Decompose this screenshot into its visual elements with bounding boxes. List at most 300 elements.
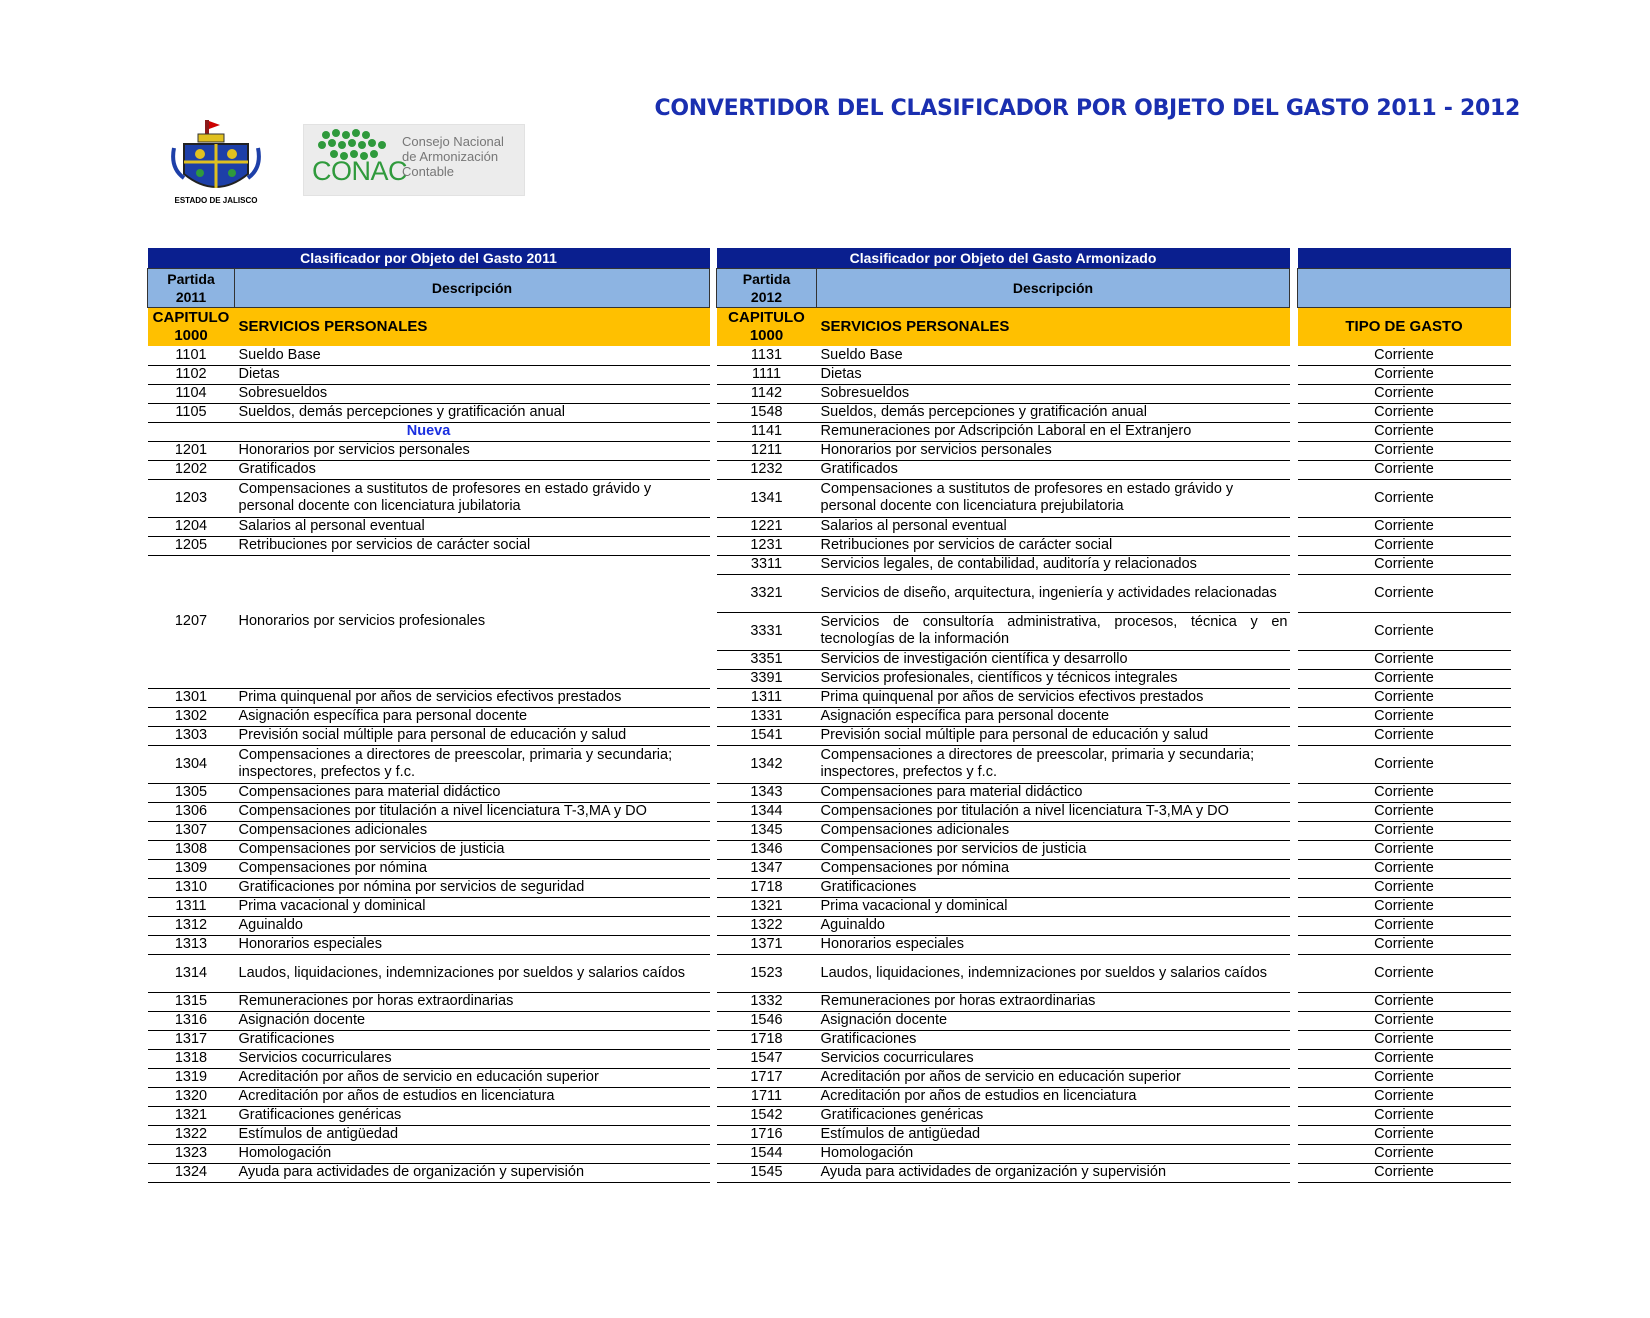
description: Honorarios especiales — [817, 935, 1290, 954]
table-row — [717, 460, 1290, 479]
tipo-value: Corriente — [1298, 1011, 1511, 1030]
tipo-value: Corriente — [1298, 346, 1511, 365]
table-row — [717, 783, 1290, 802]
partida-code: 1319 — [148, 1068, 235, 1087]
table-row — [1298, 669, 1511, 688]
description: Asignación docente — [235, 1011, 710, 1030]
description: Compensaciones a sustitutos de profesores en estado grávido y personal docente con licenciatura prejubilatoria — [817, 479, 1290, 517]
table-row — [148, 365, 710, 384]
partida-code: 1312 — [148, 916, 235, 935]
table-row — [1298, 840, 1511, 859]
tipo-value: Corriente — [1298, 536, 1511, 555]
description: Compensaciones por nómina — [235, 859, 710, 878]
description: Laudos, liquidaciones, indemnizaciones por sueldos y salarios caídos — [235, 954, 710, 992]
tipo-value: Corriente — [1298, 517, 1511, 536]
jalisco-coat-of-arms-logo — [170, 118, 262, 206]
conac-brand: CONAC — [312, 156, 408, 186]
partida-code: 1307 — [148, 821, 235, 840]
tipo-value: Corriente — [1298, 935, 1511, 954]
description: Estímulos de antigüedad — [817, 1125, 1290, 1144]
description: Servicios de consultoría administrativa, procesos, técnica y en tecnologías de la información — [817, 612, 1290, 650]
col-descripcion-2011: Descripción — [235, 269, 710, 308]
partida-code: 1315 — [148, 992, 235, 1011]
partida-code: 1232 — [717, 460, 817, 479]
table-row — [1298, 707, 1511, 726]
table-row — [1298, 821, 1511, 840]
partida-code: 1314 — [148, 954, 235, 992]
description: Previsión social múltiple para personal de educación y salud — [817, 726, 1290, 745]
table-row — [1298, 346, 1511, 365]
table-row — [717, 403, 1290, 422]
table-row — [1298, 1087, 1511, 1106]
description: Sueldo Base — [235, 346, 710, 365]
description: Gratificaciones — [235, 1030, 710, 1049]
table-row — [148, 422, 710, 441]
description: Sobresueldos — [817, 384, 1290, 403]
table-row — [717, 574, 1290, 612]
partida-code: 1309 — [148, 859, 235, 878]
description: Dietas — [817, 365, 1290, 384]
tipo-value: Corriente — [1298, 365, 1511, 384]
partida-code: 1105 — [148, 403, 235, 422]
description: Prima vacacional y dominical — [817, 897, 1290, 916]
description: Gratificaciones — [817, 878, 1290, 897]
tipo-value: Corriente — [1298, 726, 1511, 745]
description: Compensaciones para material didáctico — [817, 783, 1290, 802]
table-row — [1298, 1163, 1511, 1182]
table-row — [1298, 1106, 1511, 1125]
tipo-blue-header — [1298, 269, 1511, 308]
tipo-value: Corriente — [1298, 612, 1511, 650]
table-row — [148, 1106, 710, 1125]
table-row — [1298, 517, 1511, 536]
table-row — [717, 745, 1290, 783]
table-row — [1298, 555, 1511, 574]
table-row — [717, 1087, 1290, 1106]
tipo-value: Corriente — [1298, 1087, 1511, 1106]
table-row — [148, 384, 710, 403]
partida-code: 1322 — [148, 1125, 235, 1144]
description: Compensaciones para material didáctico — [235, 783, 710, 802]
table-row — [717, 821, 1290, 840]
partida-code: 1302 — [148, 707, 235, 726]
table-row — [717, 555, 1290, 574]
table-row — [717, 1125, 1290, 1144]
jalisco-caption: ESTADO DE JALISCO — [174, 196, 258, 205]
description: Gratificaciones — [817, 1030, 1290, 1049]
table-row — [717, 840, 1290, 859]
table-row — [717, 1030, 1290, 1049]
description: Servicios de diseño, arquitectura, ingeniería y actividades relacionadas — [817, 574, 1290, 612]
partida-code: 1304 — [148, 745, 235, 783]
tipo-value: Corriente — [1298, 707, 1511, 726]
table-row — [717, 707, 1290, 726]
chapter-desc-2011: SERVICIOS PERSONALES — [235, 308, 710, 347]
conac-line-3: Contable — [402, 164, 455, 179]
table-row — [148, 517, 710, 536]
table-row — [148, 745, 710, 783]
description: Gratificados — [817, 460, 1290, 479]
table-row — [717, 517, 1290, 536]
table-row — [1298, 441, 1511, 460]
table-row — [1298, 1144, 1511, 1163]
table-row — [148, 1087, 710, 1106]
description: Honorarios por servicios personales — [235, 441, 710, 460]
table-row — [148, 1144, 710, 1163]
table-row — [1298, 365, 1511, 384]
partida-code: 1718 — [717, 1030, 817, 1049]
partida-code: 1331 — [717, 707, 817, 726]
description: Compensaciones por titulación a nivel licenciatura T-3,MA y DO — [235, 802, 710, 821]
tipo-value: Corriente — [1298, 555, 1511, 574]
description: Compensaciones por servicios de justicia — [817, 840, 1290, 859]
col-partida-2012: Partida 2012 — [717, 269, 817, 308]
partida-code: 1371 — [717, 935, 817, 954]
description: Servicios legales, de contabilidad, auditoría y relacionados — [817, 555, 1290, 574]
description: Salarios al personal eventual — [235, 517, 710, 536]
table-row — [148, 859, 710, 878]
table-row — [148, 441, 710, 460]
partida-code: 1322 — [717, 916, 817, 935]
table-row — [1298, 897, 1511, 916]
tipo-navy-header — [1298, 248, 1511, 269]
description: Acreditación por años de servicio en educación superior — [235, 1068, 710, 1087]
table-row — [1298, 954, 1511, 992]
table-row — [148, 555, 710, 688]
description: Acreditación por años de estudios en licenciatura — [235, 1087, 710, 1106]
partida-code: 1343 — [717, 783, 817, 802]
partida-code: 1221 — [717, 517, 817, 536]
tipo-value: Corriente — [1298, 650, 1511, 669]
tipo-value: Corriente — [1298, 821, 1511, 840]
description: Previsión social múltiple para personal de educación y salud — [235, 726, 710, 745]
description: Gratificaciones genéricas — [235, 1106, 710, 1125]
partida-code: 1716 — [717, 1125, 817, 1144]
table-row — [1298, 536, 1511, 555]
partida-code: 1203 — [148, 479, 235, 517]
description: Asignación específica para personal docente — [817, 707, 1290, 726]
table-row — [1298, 935, 1511, 954]
table-row — [148, 460, 710, 479]
table-row — [717, 726, 1290, 745]
table-row — [1298, 1030, 1511, 1049]
table-row — [1298, 802, 1511, 821]
table-row — [717, 612, 1290, 650]
description: Homologación — [235, 1144, 710, 1163]
table-tipo-de-gasto — [1297, 248, 1511, 1183]
table-row — [1298, 422, 1511, 441]
partida-code: 1211 — [717, 441, 817, 460]
table-row — [148, 346, 710, 365]
partida-code: 1131 — [717, 346, 817, 365]
description: Acreditación por años de estudios en licenciatura — [817, 1087, 1290, 1106]
tipo-value: Corriente — [1298, 783, 1511, 802]
partida-code: 1308 — [148, 840, 235, 859]
table-row — [717, 992, 1290, 1011]
tipo-value: Corriente — [1298, 574, 1511, 612]
table-row — [717, 536, 1290, 555]
description: Servicios de investigación científica y desarrollo — [817, 650, 1290, 669]
table-row — [717, 954, 1290, 992]
table-row — [148, 992, 710, 1011]
table-row — [717, 878, 1290, 897]
partida-code: 1320 — [148, 1087, 235, 1106]
chapter-desc-2012: SERVICIOS PERSONALES — [817, 308, 1290, 347]
partida-code: 1201 — [148, 441, 235, 460]
partida-code: 3331 — [717, 612, 817, 650]
table-row — [148, 726, 710, 745]
tipo-value: Corriente — [1298, 897, 1511, 916]
conac-line-2: de Armonización — [402, 149, 499, 164]
partida-code: 1205 — [148, 536, 235, 555]
table-row — [148, 1125, 710, 1144]
table-row — [717, 650, 1290, 669]
partida-code: 1142 — [717, 384, 817, 403]
partida-code: 3311 — [717, 555, 817, 574]
table-row — [1298, 1125, 1511, 1144]
table-row — [1298, 460, 1511, 479]
description: Compensaciones a sustitutos de profesores en estado grávido y personal docente con licenciatura jubilatoria — [235, 479, 710, 517]
table-row — [148, 783, 710, 802]
description: Prima quinquenal por años de servicios efectivos prestados — [235, 688, 710, 707]
partida-code: 1345 — [717, 821, 817, 840]
table-row — [717, 1068, 1290, 1087]
description: Prima quinquenal por años de servicios efectivos prestados — [817, 688, 1290, 707]
partida-code: 1332 — [717, 992, 817, 1011]
partida-code: 1544 — [717, 1144, 817, 1163]
table-row — [717, 365, 1290, 384]
partida-code: 1545 — [717, 1163, 817, 1182]
partida-code: 1316 — [148, 1011, 235, 1030]
tipo-value: Corriente — [1298, 878, 1511, 897]
chapter-code-2012: CAPITULO 1000 — [717, 308, 817, 347]
partida-code: 1717 — [717, 1068, 817, 1087]
partida-code: 1311 — [148, 897, 235, 916]
table-row — [148, 935, 710, 954]
partida-code: 1310 — [148, 878, 235, 897]
nueva-label: Nueva — [148, 422, 710, 441]
partida-code: 1311 — [717, 688, 817, 707]
tipo-value: Corriente — [1298, 859, 1511, 878]
partida-code: 1207 — [148, 555, 235, 688]
table-row — [1298, 878, 1511, 897]
table-row — [148, 1049, 710, 1068]
tipo-value: Corriente — [1298, 479, 1511, 517]
tipo-value: Corriente — [1298, 441, 1511, 460]
description: Compensaciones adicionales — [235, 821, 710, 840]
partida-code: 1542 — [717, 1106, 817, 1125]
tipo-value: Corriente — [1298, 954, 1511, 992]
partida-code: 1548 — [717, 403, 817, 422]
table-clasificador-2011 — [147, 248, 710, 1183]
partida-code: 1523 — [717, 954, 817, 992]
partida-code: 1301 — [148, 688, 235, 707]
table-clasificador-armonizado — [716, 248, 1290, 1183]
partida-code: 1306 — [148, 802, 235, 821]
table-row — [1298, 403, 1511, 422]
partida-code: 1547 — [717, 1049, 817, 1068]
partida-code: 1231 — [717, 536, 817, 555]
table-row — [717, 1049, 1290, 1068]
partida-code: 1101 — [148, 346, 235, 365]
partida-code: 1718 — [717, 878, 817, 897]
table-row — [717, 669, 1290, 688]
table-row — [148, 916, 710, 935]
partida-code: 1324 — [148, 1163, 235, 1182]
tipo-value: Corriente — [1298, 745, 1511, 783]
partida-code: 1202 — [148, 460, 235, 479]
group-header-armonizado: Clasificador por Objeto del Gasto Armonizado — [717, 248, 1290, 269]
tipo-de-gasto-header: TIPO DE GASTO — [1298, 308, 1511, 347]
table-row — [148, 954, 710, 992]
table-row — [148, 1011, 710, 1030]
table-row — [148, 707, 710, 726]
table-row — [148, 878, 710, 897]
partida-code: 1341 — [717, 479, 817, 517]
tipo-value: Corriente — [1298, 1125, 1511, 1144]
table-row — [717, 897, 1290, 916]
partida-code: 1344 — [717, 802, 817, 821]
table-row — [1298, 859, 1511, 878]
description: Aguinaldo — [235, 916, 710, 935]
description: Sobresueldos — [235, 384, 710, 403]
description: Compensaciones a directores de preescolar, primaria y secundaria; inspectores, prefectos y f.c. — [817, 745, 1290, 783]
chapter-code-2011: CAPITULO 1000 — [148, 308, 235, 347]
table-row — [717, 935, 1290, 954]
table-row — [1298, 688, 1511, 707]
description: Acreditación por años de servicio en educación superior — [817, 1068, 1290, 1087]
table-row — [717, 802, 1290, 821]
col-partida-2011: Partida 2011 — [148, 269, 235, 308]
table-row — [1298, 916, 1511, 935]
description: Gratificaciones genéricas — [817, 1106, 1290, 1125]
partida-code: 1546 — [717, 1011, 817, 1030]
table-row — [717, 688, 1290, 707]
description: Sueldos, demás percepciones y gratificación anual — [235, 403, 710, 422]
partida-code: 1313 — [148, 935, 235, 954]
conac-logo — [303, 124, 525, 196]
description: Servicios cocurriculares — [235, 1049, 710, 1068]
tipo-value: Corriente — [1298, 840, 1511, 859]
tipo-value: Corriente — [1298, 1106, 1511, 1125]
partida-code: 3391 — [717, 669, 817, 688]
description: Asignación docente — [817, 1011, 1290, 1030]
tipo-value: Corriente — [1298, 460, 1511, 479]
description: Homologación — [817, 1144, 1290, 1163]
description: Compensaciones adicionales — [817, 821, 1290, 840]
partida-code: 1541 — [717, 726, 817, 745]
tipo-value: Corriente — [1298, 992, 1511, 1011]
description: Remuneraciones por Adscripción Laboral en el Extranjero — [817, 422, 1290, 441]
partida-code: 1711 — [717, 1087, 817, 1106]
table-row — [148, 479, 710, 517]
description: Gratificados — [235, 460, 710, 479]
description: Remuneraciones por horas extraordinarias — [817, 992, 1290, 1011]
conac-line-1: Consejo Nacional — [402, 134, 504, 149]
table-row — [717, 479, 1290, 517]
table-row — [148, 897, 710, 916]
description: Compensaciones por nómina — [817, 859, 1290, 878]
tipo-value: Corriente — [1298, 1144, 1511, 1163]
description: Laudos, liquidaciones, indemnizaciones por sueldos y salarios caídos — [817, 954, 1290, 992]
table-row — [717, 346, 1290, 365]
partida-code: 1321 — [717, 897, 817, 916]
tipo-value: Corriente — [1298, 403, 1511, 422]
table-row — [1298, 1049, 1511, 1068]
description: Dietas — [235, 365, 710, 384]
col-descripcion-2012: Descripción — [817, 269, 1290, 308]
table-row — [717, 1144, 1290, 1163]
partida-code: 1305 — [148, 783, 235, 802]
table-row — [148, 688, 710, 707]
table-row — [1298, 992, 1511, 1011]
table-row — [1298, 1068, 1511, 1087]
tipo-value: Corriente — [1298, 1030, 1511, 1049]
table-row — [717, 1106, 1290, 1125]
table-row — [717, 384, 1290, 403]
description: Prima vacacional y dominical — [235, 897, 710, 916]
table-row — [148, 1030, 710, 1049]
partida-code: 1204 — [148, 517, 235, 536]
description: Aguinaldo — [817, 916, 1290, 935]
description: Gratificaciones por nómina por servicios de seguridad — [235, 878, 710, 897]
table-row — [717, 441, 1290, 460]
partida-code: 1321 — [148, 1106, 235, 1125]
partida-code: 1317 — [148, 1030, 235, 1049]
partida-code: 1111 — [717, 365, 817, 384]
description: Retribuciones por servicios de carácter social — [817, 536, 1290, 555]
table-row — [1298, 726, 1511, 745]
table-row — [1298, 745, 1511, 783]
table-row — [148, 802, 710, 821]
description: Honorarios por servicios personales — [817, 441, 1290, 460]
table-row — [148, 840, 710, 859]
table-row — [717, 1011, 1290, 1030]
description: Compensaciones por titulación a nivel licenciatura T-3,MA y DO — [817, 802, 1290, 821]
table-row — [1298, 612, 1511, 650]
partida-code: 1347 — [717, 859, 817, 878]
table-row — [1298, 384, 1511, 403]
table-row — [717, 422, 1290, 441]
description: Ayuda para actividades de organización y supervisión — [817, 1163, 1290, 1182]
description: Sueldos, demás percepciones y gratificación anual — [817, 403, 1290, 422]
table-row — [1298, 574, 1511, 612]
description: Retribuciones por servicios de carácter social — [235, 536, 710, 555]
tipo-value: Corriente — [1298, 1049, 1511, 1068]
description: Honorarios especiales — [235, 935, 710, 954]
description: Servicios cocurriculares — [817, 1049, 1290, 1068]
description: Salarios al personal eventual — [817, 517, 1290, 536]
partida-code: 1323 — [148, 1144, 235, 1163]
table-row — [1298, 783, 1511, 802]
partida-code: 1318 — [148, 1049, 235, 1068]
table-row — [148, 403, 710, 422]
partida-code: 1303 — [148, 726, 235, 745]
table-row — [717, 916, 1290, 935]
table-row — [148, 1163, 710, 1182]
table-row — [1298, 1011, 1511, 1030]
description: Ayuda para actividades de organización y supervisión — [235, 1163, 710, 1182]
partida-code: 1141 — [717, 422, 817, 441]
description: Servicios profesionales, científicos y técnicos integrales — [817, 669, 1290, 688]
table-row — [148, 1068, 710, 1087]
table-row — [1298, 650, 1511, 669]
tipo-value: Corriente — [1298, 688, 1511, 707]
table-row — [717, 1163, 1290, 1182]
description: Honorarios por servicios profesionales — [235, 555, 710, 688]
description: Estímulos de antigüedad — [235, 1125, 710, 1144]
partida-code: 3321 — [717, 574, 817, 612]
